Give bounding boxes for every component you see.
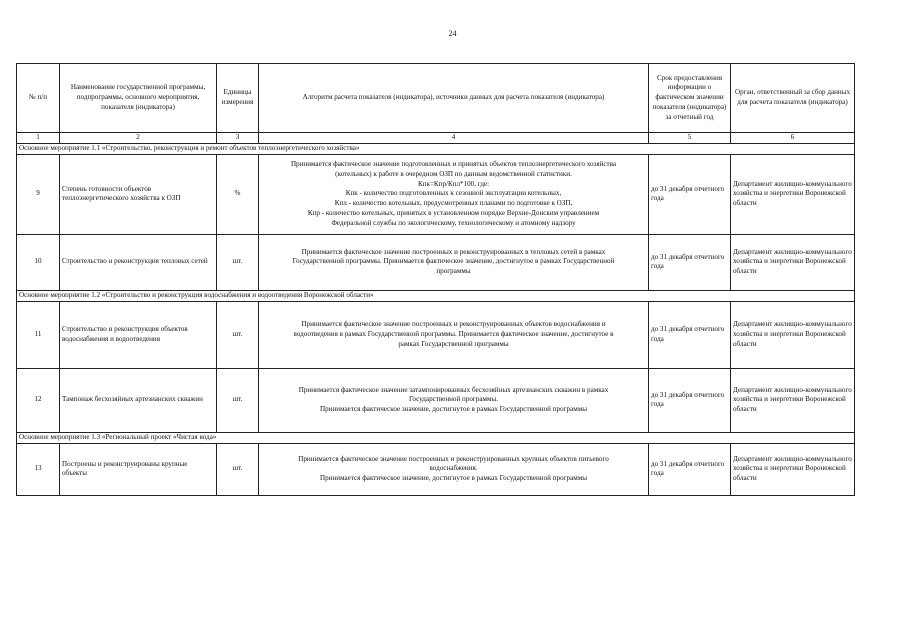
algorithm-line: Государственной программы. [408,395,499,404]
header-col-org: Орган, ответственный за сбор данных для расчета показателя (индикатора) [731,64,855,133]
deadline: до 31 декабря отчетного года [649,234,731,290]
algorithm [259,368,649,432]
algorithm-line: рамках Государственной программы [398,339,509,348]
algorithm-line: Государственной программы. Принимается фактическое значение, достигнутое в рамках Государственной [292,257,615,266]
section-title: Основное мероприятие 1.2 «Строительство и реконструкция водоснабжения и водоотведения Воронежской области» [17,290,855,301]
row-number: 13 [17,443,60,495]
algorithm-line: Федеральной службы по экологическому, технологическому и атомному надзору [331,218,576,227]
indicator-name: Строительство и реконструкция тепловых сетей [60,234,217,290]
header-col-algorithm: Алгоритм расчета показателя (индикатора), источники данных для расчета показателя (индикатора) [259,64,649,133]
header-col-number: № п/п [17,64,60,133]
algorithm [259,301,649,368]
algorithm [259,154,649,234]
section-row [17,143,855,154]
algorithm [259,443,649,495]
column-number: 5 [649,133,731,144]
responsible-org: Департамент жилищно-коммунального хозяйства и энергетики Воронежской области [731,368,855,432]
section-row [17,432,855,443]
table-row [17,234,855,290]
algorithm-line: Кпк=Кпр/Кпл*100, где: [417,179,490,188]
unit: шт. [217,234,259,290]
header-col-unit: Единицы измерения [217,64,259,133]
algorithm-line: Принимается фактическое значение построенных и реконструированных объектов водоснабжения и [301,320,606,329]
row-number: 9 [17,154,60,234]
row-number: 12 [17,368,60,432]
header-col-name: Наименование государственной программы, подпрограммы, основного мероприятия, показателя (индикатора) [60,64,217,133]
algorithm-line: Кпк - количество подготовленных к сезонной эксплуатации котельных, [345,189,562,198]
table-header-row [17,64,855,133]
unit: шт. [217,301,259,368]
algorithm-line: Принимается фактическое значение затампонированных бесхозяйных артезианских скважин в рамках [298,385,609,394]
indicator-name: Степень готовности объектов теплоэнергетического хозяйства к ОЗП [60,154,217,234]
column-number: 1 [17,133,60,144]
responsible-org: Департамент жилищно-коммунального хозяйства и энергетики Воронежской области [731,443,855,495]
table-row [17,154,855,234]
algorithm-line: Принимается фактическое значение построенных и реконструированных в тепловых сетей в рамках [301,247,606,256]
algorithm-line: программы [436,267,471,276]
table-row [17,301,855,368]
algorithm-line: водоотведения в рамках Государственной программы. Принимается фактическое значение, достигнутое в [293,329,614,338]
algorithm-line: Принимается фактическое значение построенных и реконструированных крупных объектов питьевого [298,454,609,463]
algorithm-line: Кпл - количество котельных, предусмотренных планами по подготовке к ОЗП, [334,199,573,208]
deadline: до 31 декабря отчетного года [649,443,731,495]
indicator-name: Строительство и реконструкция объектов водоснабжения и водоотведения [60,301,217,368]
deadline: до 31 декабря отчетного года [649,301,731,368]
column-number: 2 [60,133,217,144]
column-number: 6 [731,133,855,144]
column-number: 4 [259,133,649,144]
section-row [17,290,855,301]
indicator-name: Построены и реконструированы крупные объекты [60,443,217,495]
table-row [17,368,855,432]
algorithm-line: Принимается фактическое значение, достигнутое в рамках Государственной программы [320,474,587,483]
header-col-deadline: Срок предоставления информации о фактическом значении показателя (индикатора) за отчетный год [649,64,731,133]
unit: % [217,154,259,234]
algorithm-line: водоснабжения. [429,464,478,473]
row-number: 10 [17,234,60,290]
unit: шт. [217,443,259,495]
responsible-org: Департамент жилищно-коммунального хозяйства и энергетики Воронежской области [731,301,855,368]
page-number: 24 [448,29,457,38]
row-number: 11 [17,301,60,368]
column-number: 3 [217,133,259,144]
column-numbers-row [17,133,855,144]
responsible-org: Департамент жилищно-коммунального хозяйства и энергетики Воронежской области [731,154,855,234]
deadline: до 31 декабря отчетного года [649,154,731,234]
responsible-org: Департамент жилищно-коммунального хозяйства и энергетики Воронежской области [731,234,855,290]
unit: шт. [217,368,259,432]
table-row [17,443,855,495]
section-title: Основное мероприятие 1.1 «Строительство, реконструкция и ремонт объектов теплоэнергетического хозяйства» [17,143,855,154]
indicator-name: Тампонаж бесхозяйных артезианских скважин [60,368,217,432]
indicators-table [16,63,855,496]
deadline: до 31 декабря отчетного года [649,368,731,432]
algorithm-line: Принимается фактическое значение подготовленных и принятых объектов теплоэнергетического хозяйства [290,160,617,169]
algorithm-line: Принимается фактическое значение, достигнутое в рамках Государственной программы [320,405,587,414]
section-title: Основное мероприятие 1.3 «Региональный проект «Чистая вода» [17,432,855,443]
algorithm [259,234,649,290]
algorithm-line: Кпр - количество котельных, принятых в установленном порядке Верхне-Донским управлением [307,208,600,217]
algorithm-line: (котельных) к работе в очередном ОЗП по данным ведомственной статистики. [335,169,572,178]
